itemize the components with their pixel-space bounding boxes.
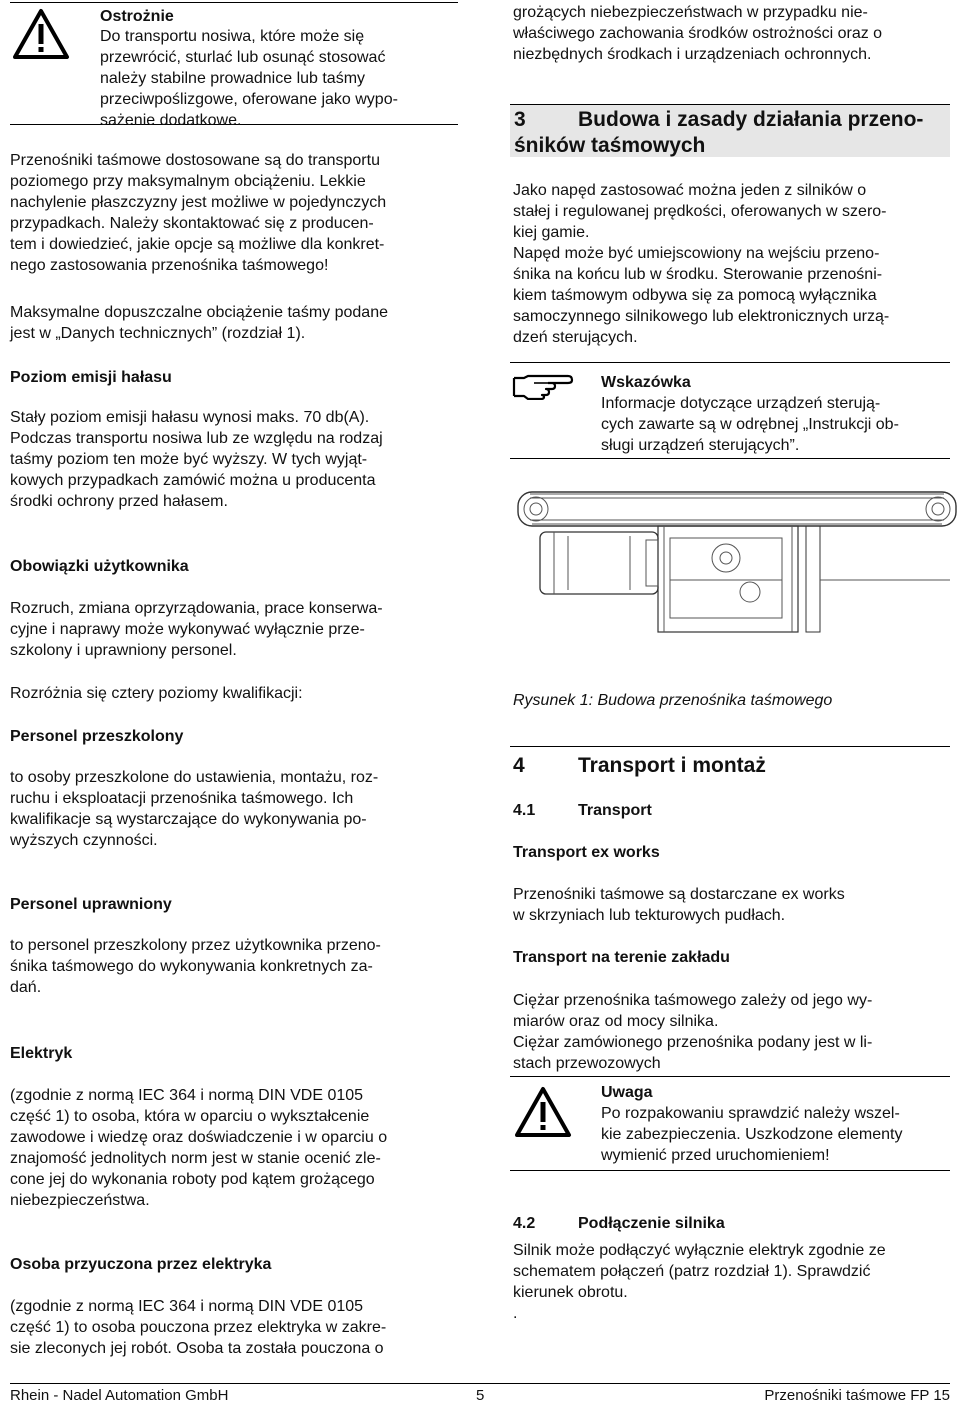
warning-triangle-icon: [514, 1086, 572, 1138]
section-3-title-line2: śników taśmowych: [514, 134, 706, 157]
hint-text: Informacje dotyczące urządzeń sterują- cych zawarte są w odrębnej „Instrukcji ob- sługi urządzeń sterujących”.: [601, 395, 899, 454]
heading-electrician: Elektryk: [10, 1045, 73, 1062]
caution2-title: Uwaga: [601, 1084, 653, 1101]
section-3-heading: [510, 104, 950, 157]
paragraph-electrician: (zgodnie z normą IEC 364 i normą DIN VDE 0105 część 1) to osoba, która w oparciu o wykształcenie zawodowe i wiedzę oraz doświadczenie i w oparciu o znajomość jednolitych norm jest w stanie ocenić zle- cone jej do wykonania roboty pod kątem grożącego niebezpieczeństwa.: [10, 1087, 388, 1209]
footer-product: Przenośniki taśmowe FP 15: [764, 1387, 950, 1404]
section-4-heading: [510, 746, 950, 782]
heading-exworks: Transport ex works: [513, 844, 660, 861]
heading-site: Transport na terenie zakładu: [513, 949, 730, 966]
paragraph-max-load: Maksymalne dopuszczalne obciążenie taśmy podane jest w „Danych technicznych” (rozdział 1).: [10, 304, 388, 342]
caution2-text: Po rozpakowaniu sprawdzić należy wszel- kie zabezpieczenia. Uszkodzone elementy wymienić przed uruchomieniem!: [601, 1105, 903, 1164]
section-41-title: Transport: [578, 802, 652, 819]
section-3-number: 3: [514, 108, 526, 131]
conveyor-figure: [510, 480, 960, 640]
paragraph-exworks: Przenośniki taśmowe są dostarczane ex works w skrzyniach lub tekturowych pudłach.: [513, 886, 845, 924]
heading-authorized: Personel uprawniony: [10, 896, 172, 913]
paragraph-levels: Rozróżnia się cztery poziomy kwalifikacji:: [10, 685, 303, 702]
paragraph-section-3: Jako napęd zastosować można jeden z silników o stałej i regulowanej prędkości, oferowanych w szero- kiej gamie. Napęd może być umiejscowiony na wejściu przeno- śnika na końcu lub w środku. Sterowanie przenośni- kiem taśmowym odbywa się za pomocą wyłącznika samoczynnego silnikowego lub elektronicznych urzą- dzeń sterujących.: [513, 182, 890, 346]
hint-title: Wskazówka: [601, 374, 691, 391]
paragraph-instructed: (zgodnie z normą IEC 364 i normą DIN VDE 0105 część 1) to osoba pouczona przez elektryka w zakre- sie zleconych jej robót. Osoba ta została pouczona o: [10, 1298, 387, 1357]
section-4-title: Transport i montaż: [578, 754, 766, 777]
paragraph-continued: grożących niebezpieczeństwach w przypadku nie- właściwego zachowania środków ostrożności oraz o niezbędnych środkach i urządzeniach ochronnych.: [513, 4, 883, 63]
heading-trained: Personel przeszkolony: [10, 728, 184, 745]
footer-page-number: 5: [476, 1387, 485, 1404]
figure-caption: Rysunek 1: Budowa przenośnika taśmowego: [513, 692, 833, 709]
section-42-number: 4.2: [513, 1215, 536, 1232]
paragraph-noise: Stały poziom emisji hałasu wynosi maks. 70 db(A). Podczas transportu nosiwa lub ze względu na rodzaj taśmy poziom ten może być wyższy. W tych wyjąt- kowych przypadkach zamówić można u producenta środki ochrony przed hałasem.: [10, 409, 383, 510]
paragraph-section-42: Silnik może podłączyć wyłącznie elektryk zgodnie ze schematem połączeń (patrz rozdział 1). Sprawdzić kierunek obrotu. .: [513, 1242, 886, 1322]
section-4-number: 4: [513, 754, 525, 777]
pointing-hand-icon: [512, 372, 574, 400]
hint-box: [510, 362, 950, 462]
footer-rule: [10, 1383, 950, 1384]
paragraph-authorized: to personel przeszkolony przez użytkownika przeno- śnika taśmowego do wykonywania konkretnych za- dań.: [10, 937, 381, 996]
heading-noise: Poziom emisji hałasu: [10, 369, 172, 386]
heading-duties: Obowiązki użytkownika: [10, 558, 189, 575]
section-3-title-line1: Budowa i zasady działania przeno-: [578, 108, 924, 131]
heading-instructed: Osoba przyuczona przez elektryka: [10, 1256, 272, 1273]
caution-text: Do transportu nosiwa, które może się przewrócić, sturlać lub osunąć stosować należy stabilne prowadnice lub taśmy przeciwpoślizgowe, oferowane jako wypo- sażenie dodatkowe.: [100, 28, 398, 129]
caution-box-top: [10, 2, 458, 128]
paragraph-duties: Rozruch, zmiana oprzyrządowania, prace konserwa- cyjne i naprawy może wykonywać wyłącznie prze- szkolony i uprawniony personel.: [10, 600, 383, 659]
section-41-number: 4.1: [513, 802, 536, 819]
section-42-title: Podłączenie silnika: [578, 1215, 725, 1232]
paragraph-conveyors: Przenośniki taśmowe dostosowane są do transportu poziomego przy maksymalnym obciążeniu. Lekkie nachylenie płaszczyzny jest możliwe w pojedynczych przypadkach. Należy skontaktować się z producen- tem i dowiedzieć, jakie opcje są możliwe dla konkret- nego zastosowania przenośnika taśmowego!: [10, 152, 387, 274]
footer-company: Rhein - Nadel Automation GmbH: [10, 1387, 229, 1404]
caution-box-unpacking: [510, 1076, 950, 1174]
paragraph-site: Ciężar przenośnika taśmowego zależy od jego wy- miarów oraz od mocy silnika. Ciężar zamówionego przenośnika podany jest w li- stach przewozowych: [513, 992, 873, 1072]
paragraph-trained: to osoby przeszkolone do ustawienia, montażu, roz- ruchu i eksploatacji przenośnika taśmowego. Ich kwalifikacje są wystarczające do wykonywania po- wyższych czynności.: [10, 769, 379, 849]
caution-title: Ostrożnie: [100, 8, 174, 25]
warning-triangle-icon: [12, 8, 70, 60]
